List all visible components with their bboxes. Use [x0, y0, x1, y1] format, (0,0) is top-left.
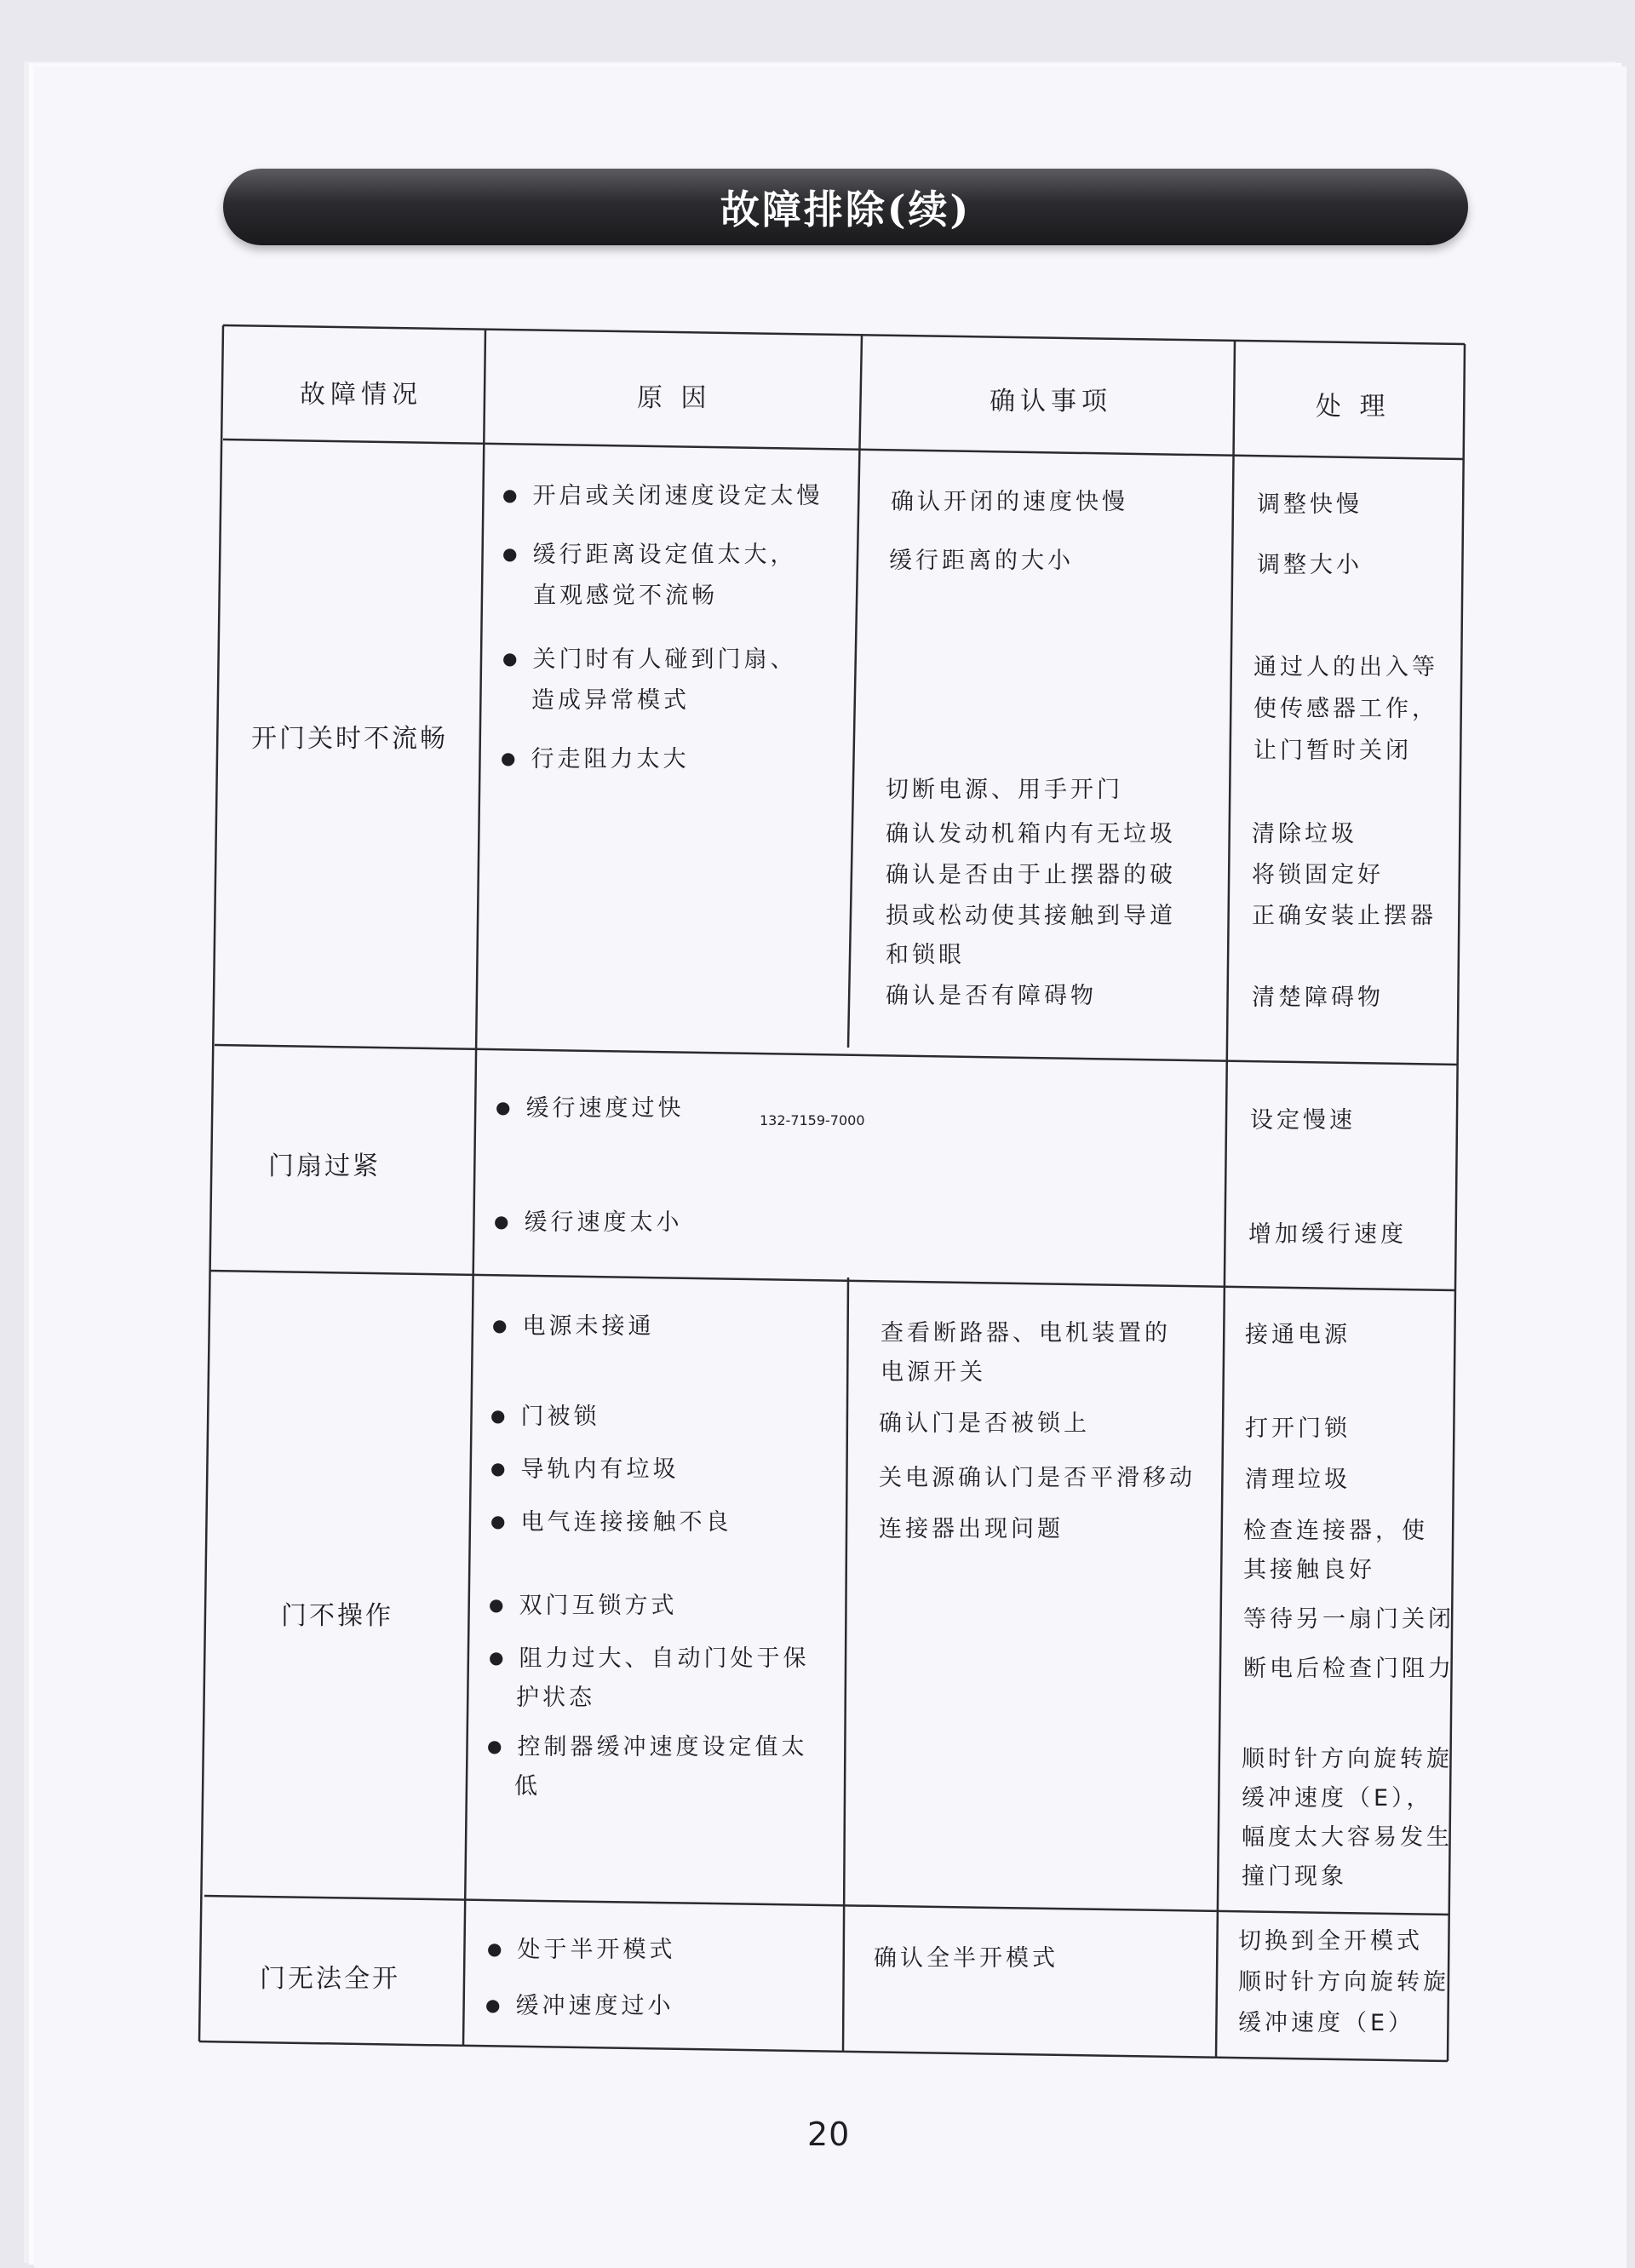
cause-item-cont: 护状态 [516, 1685, 595, 1711]
check-item: 关电源确认门是否平滑移动 [879, 1465, 1196, 1491]
cause-item: ● 行走阻力太大 [501, 744, 689, 775]
cause-item: ● 处于半开模式 [487, 1935, 675, 1966]
page-title: 故障排除(续) [720, 187, 972, 233]
cause-item: ● 门被锁 [490, 1402, 600, 1433]
action-item: 调整大小 [1257, 552, 1362, 578]
header-check: 确认事项 [990, 387, 1112, 416]
header-cause: 原 因 [637, 383, 712, 413]
action-item: 顺时针方向旋转旋 [1238, 1969, 1449, 1995]
action-item: 打开门锁 [1245, 1415, 1351, 1442]
check-item: 损或松动使其接触到导道 [886, 903, 1176, 929]
cause-item-cont: 低 [514, 1773, 541, 1800]
symptom-cell: 门不操作 [281, 1601, 393, 1631]
check-item: 缓行距离的大小 [889, 548, 1074, 574]
action-item: 设定慢速 [1250, 1107, 1356, 1134]
action-item: 清除垃圾 [1252, 821, 1357, 847]
action-item: 幅度太大容易发生 [1242, 1824, 1453, 1851]
action-item: 切换到全开模式 [1238, 1928, 1423, 1955]
cause-item: ● 导轨内有垃圾 [490, 1455, 679, 1485]
cause-item-cont: 直观感觉不流畅 [533, 583, 718, 609]
check-item: 电源开关 [881, 1359, 986, 1386]
action-item: 正确安装止摆器 [1252, 903, 1437, 929]
action-item: 接通电源 [1245, 1322, 1351, 1348]
cause-item: ● 电源未接通 [492, 1312, 654, 1342]
cause-item: ● 电气连接接触不良 [490, 1507, 731, 1538]
check-item: 切断电源、用手开门 [886, 777, 1123, 803]
cause-item: ● 缓冲速度过小 [485, 1991, 674, 2022]
header-action: 处 理 [1316, 392, 1391, 422]
symptom-cell: 开门关时不流畅 [251, 724, 448, 754]
check-item: 确认是否由于止摆器的破 [886, 862, 1176, 888]
cause-item: ● 关门时有人碰到门扇、 [502, 645, 796, 675]
check-item: 确认是否有障碍物 [886, 983, 1097, 1009]
action-item: 撞门现象 [1242, 1863, 1347, 1890]
cause-item: ● 缓行速度太小 [494, 1208, 682, 1238]
action-item: 缓冲速度（E）， [1242, 1785, 1433, 1812]
symptom-cell: 门扇过紧 [268, 1151, 381, 1181]
cause-item: ● 缓行速度过快 [496, 1094, 684, 1124]
cause-item: ● 缓行距离设定值太大， [502, 540, 796, 571]
action-item: 等待另一扇门关闭 [1243, 1606, 1454, 1633]
action-item: 断电后检查门阻力 [1243, 1656, 1454, 1682]
action-item: 将锁固定好 [1252, 862, 1384, 888]
phone-number: 132-7159-7000 [760, 1112, 865, 1128]
page-number: 20 [807, 2116, 851, 2153]
check-item: 连接器出现问题 [879, 1516, 1064, 1542]
cause-item: ● 控制器缓冲速度设定值太 [487, 1732, 807, 1763]
check-item: 确认全半开模式 [874, 1945, 1058, 1972]
action-item: 通过人的出入等 [1254, 654, 1438, 680]
check-item: 确认发动机箱内有无垃圾 [886, 821, 1176, 847]
cause-item-cont: 造成异常模式 [531, 687, 690, 714]
action-item: 顺时针方向旋转旋 [1242, 1746, 1453, 1772]
action-item: 检查连接器，使 [1243, 1518, 1428, 1544]
cause-item: ● 开启或关闭速度设定太慢 [502, 481, 823, 512]
symptom-cell: 门无法全开 [260, 1964, 400, 1994]
header-symptom: 故障情况 [300, 380, 422, 410]
action-item: 其接触良好 [1243, 1557, 1375, 1583]
action-item: 清理垃圾 [1245, 1467, 1351, 1493]
check-item: 和锁眼 [886, 942, 965, 968]
action-item: 清楚障碍物 [1252, 985, 1384, 1011]
action-item: 让门暂时关闭 [1254, 738, 1412, 764]
action-item: 增加缓行速度 [1248, 1221, 1407, 1248]
check-item: 查看断路器、电机装置的 [881, 1320, 1171, 1346]
check-item: 确认门是否被锁上 [879, 1410, 1090, 1437]
check-item: 确认开闭的速度快慢 [891, 489, 1128, 515]
cause-item: ● 阻力过大、自动门处于保 [489, 1644, 809, 1674]
cause-item: ● 双门互锁方式 [489, 1591, 677, 1622]
action-item: 缓冲速度（E） [1238, 2010, 1415, 2036]
action-item: 使传感器工作， [1254, 696, 1438, 722]
action-item: 调整快慢 [1257, 491, 1362, 518]
